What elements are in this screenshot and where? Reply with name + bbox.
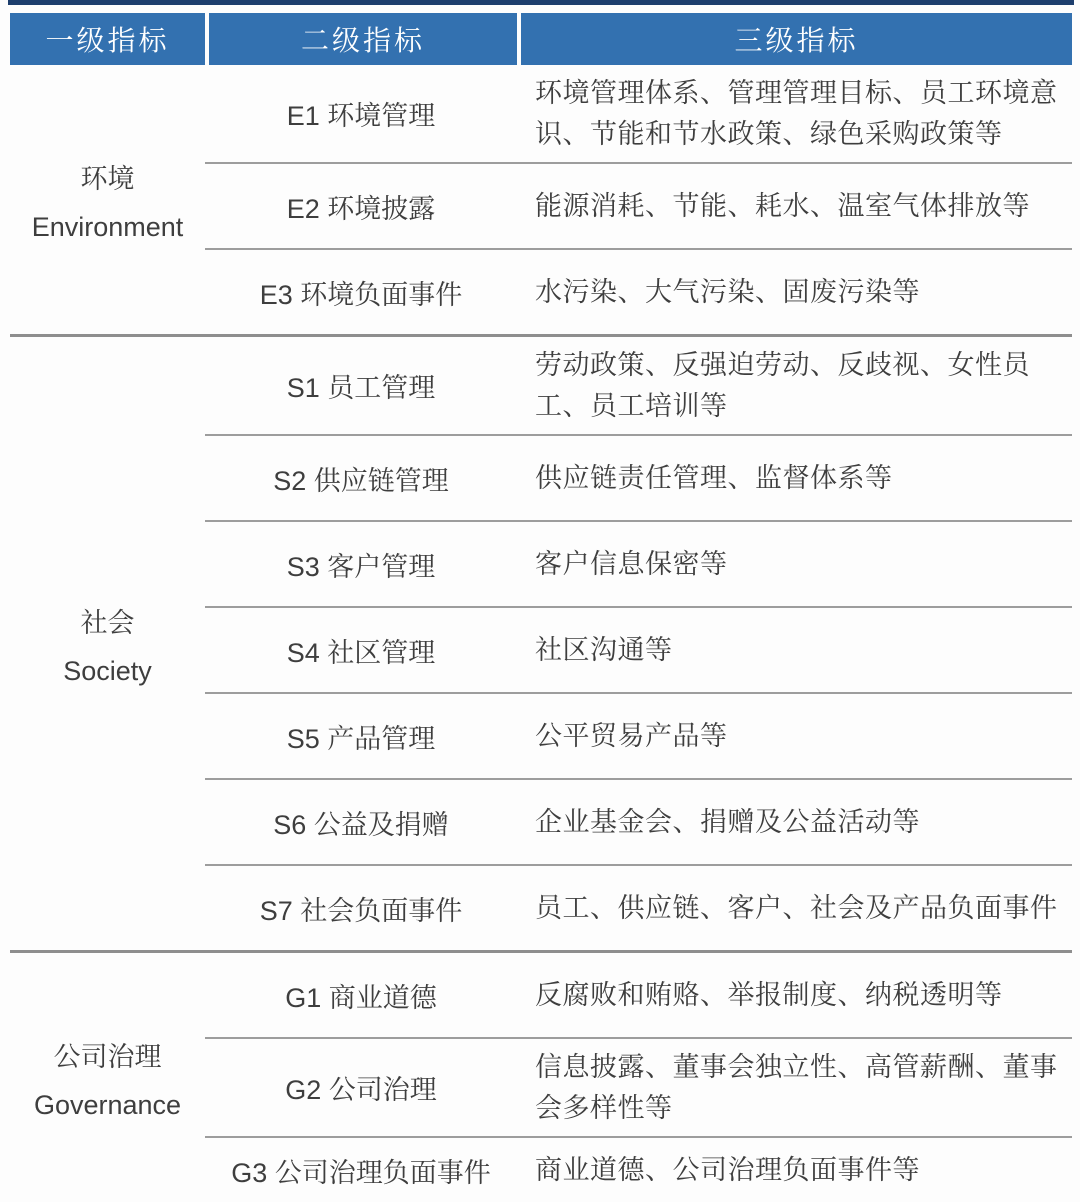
table-row xyxy=(205,164,1072,250)
level3-cell: 客户信息保密等 xyxy=(535,548,728,579)
level2-cell: S3 客户管理 xyxy=(286,551,436,582)
table-row xyxy=(205,522,1072,608)
level3-cell: 水污染、大气污染、固废污染等 xyxy=(535,276,920,307)
level2-cell: S5 产品管理 xyxy=(286,723,436,754)
section-rows xyxy=(205,337,1072,950)
level1-cell xyxy=(10,65,205,334)
header-level1: 一级指标 xyxy=(45,25,170,56)
table-header-row xyxy=(10,13,1072,65)
level1-label-zh: 环境 xyxy=(80,163,135,194)
table-row xyxy=(205,780,1072,866)
level3-cell: 公平贸易产品等 xyxy=(535,720,728,751)
level2-cell: G1 商业道德 xyxy=(285,982,437,1013)
level2-cell: E3 环境负面事件 xyxy=(259,279,463,310)
table-row xyxy=(205,953,1072,1039)
level1-label-en: Environment xyxy=(31,211,184,242)
table-row xyxy=(205,1138,1072,1202)
level1-cell xyxy=(10,953,205,1202)
level3-cell: 劳动政策、反强迫劳动、反歧视、女性员工、员工培训等 xyxy=(535,350,1030,421)
level2-cell: G3 公司治理负面事件 xyxy=(231,1157,491,1188)
level3-cell: 社区沟通等 xyxy=(535,634,673,665)
level3-cell: 商业道德、公司治理负面事件等 xyxy=(535,1154,920,1185)
section-rows xyxy=(205,953,1072,1202)
level2-cell: E1 环境管理 xyxy=(286,101,436,131)
table-row xyxy=(205,65,1072,164)
level3-cell: 员工、供应链、客户、社会及产品负面事件 xyxy=(535,892,1058,923)
esg-indicator-table xyxy=(10,13,1072,1202)
top-edge-strip xyxy=(8,0,1074,5)
level2-cell: E2 环境披露 xyxy=(286,193,436,224)
level1-label-en: Society xyxy=(63,655,152,686)
section-society xyxy=(10,337,1072,953)
section-rows xyxy=(205,65,1072,334)
table-row xyxy=(205,436,1072,522)
level3-cell: 企业基金会、捐赠及公益活动等 xyxy=(535,806,920,837)
level2-cell: S1 员工管理 xyxy=(286,373,436,403)
section-governance xyxy=(10,953,1072,1202)
header-level2: 二级指标 xyxy=(205,13,517,65)
level1-label-zh: 公司治理 xyxy=(53,1041,162,1072)
table-row xyxy=(205,337,1072,436)
level1-label-en: Governance xyxy=(33,1089,182,1120)
table-row xyxy=(205,1039,1072,1138)
level1-label-zh: 社会 xyxy=(80,607,135,638)
table-row xyxy=(205,694,1072,780)
level3-cell: 反腐败和贿赂、举报制度、纳税透明等 xyxy=(535,979,1003,1010)
level2-cell: G2 公司治理 xyxy=(285,1075,437,1105)
level3-cell: 环境管理体系、管理管理目标、员工环境意识、节能和节水政策、绿色采购政策等 xyxy=(535,78,1058,149)
level3-cell: 供应链责任管理、监督体系等 xyxy=(535,462,893,493)
table-body xyxy=(10,65,1072,1202)
level1-cell xyxy=(10,337,205,950)
level3-cell: 能源消耗、节能、耗水、温室气体排放等 xyxy=(535,190,1030,221)
table-row xyxy=(205,866,1072,950)
level2-cell: S4 社区管理 xyxy=(286,637,436,668)
table-row xyxy=(205,608,1072,694)
level2-cell: S2 供应链管理 xyxy=(273,465,449,496)
header-level3: 三级指标 xyxy=(517,13,1072,65)
section-environment xyxy=(10,65,1072,337)
level3-cell: 信息披露、董事会独立性、高管薪酬、董事会多样性等 xyxy=(535,1052,1058,1123)
table-row xyxy=(205,250,1072,334)
level2-cell: S7 社会负面事件 xyxy=(259,895,463,926)
level2-cell: S6 公益及捐赠 xyxy=(273,809,449,840)
